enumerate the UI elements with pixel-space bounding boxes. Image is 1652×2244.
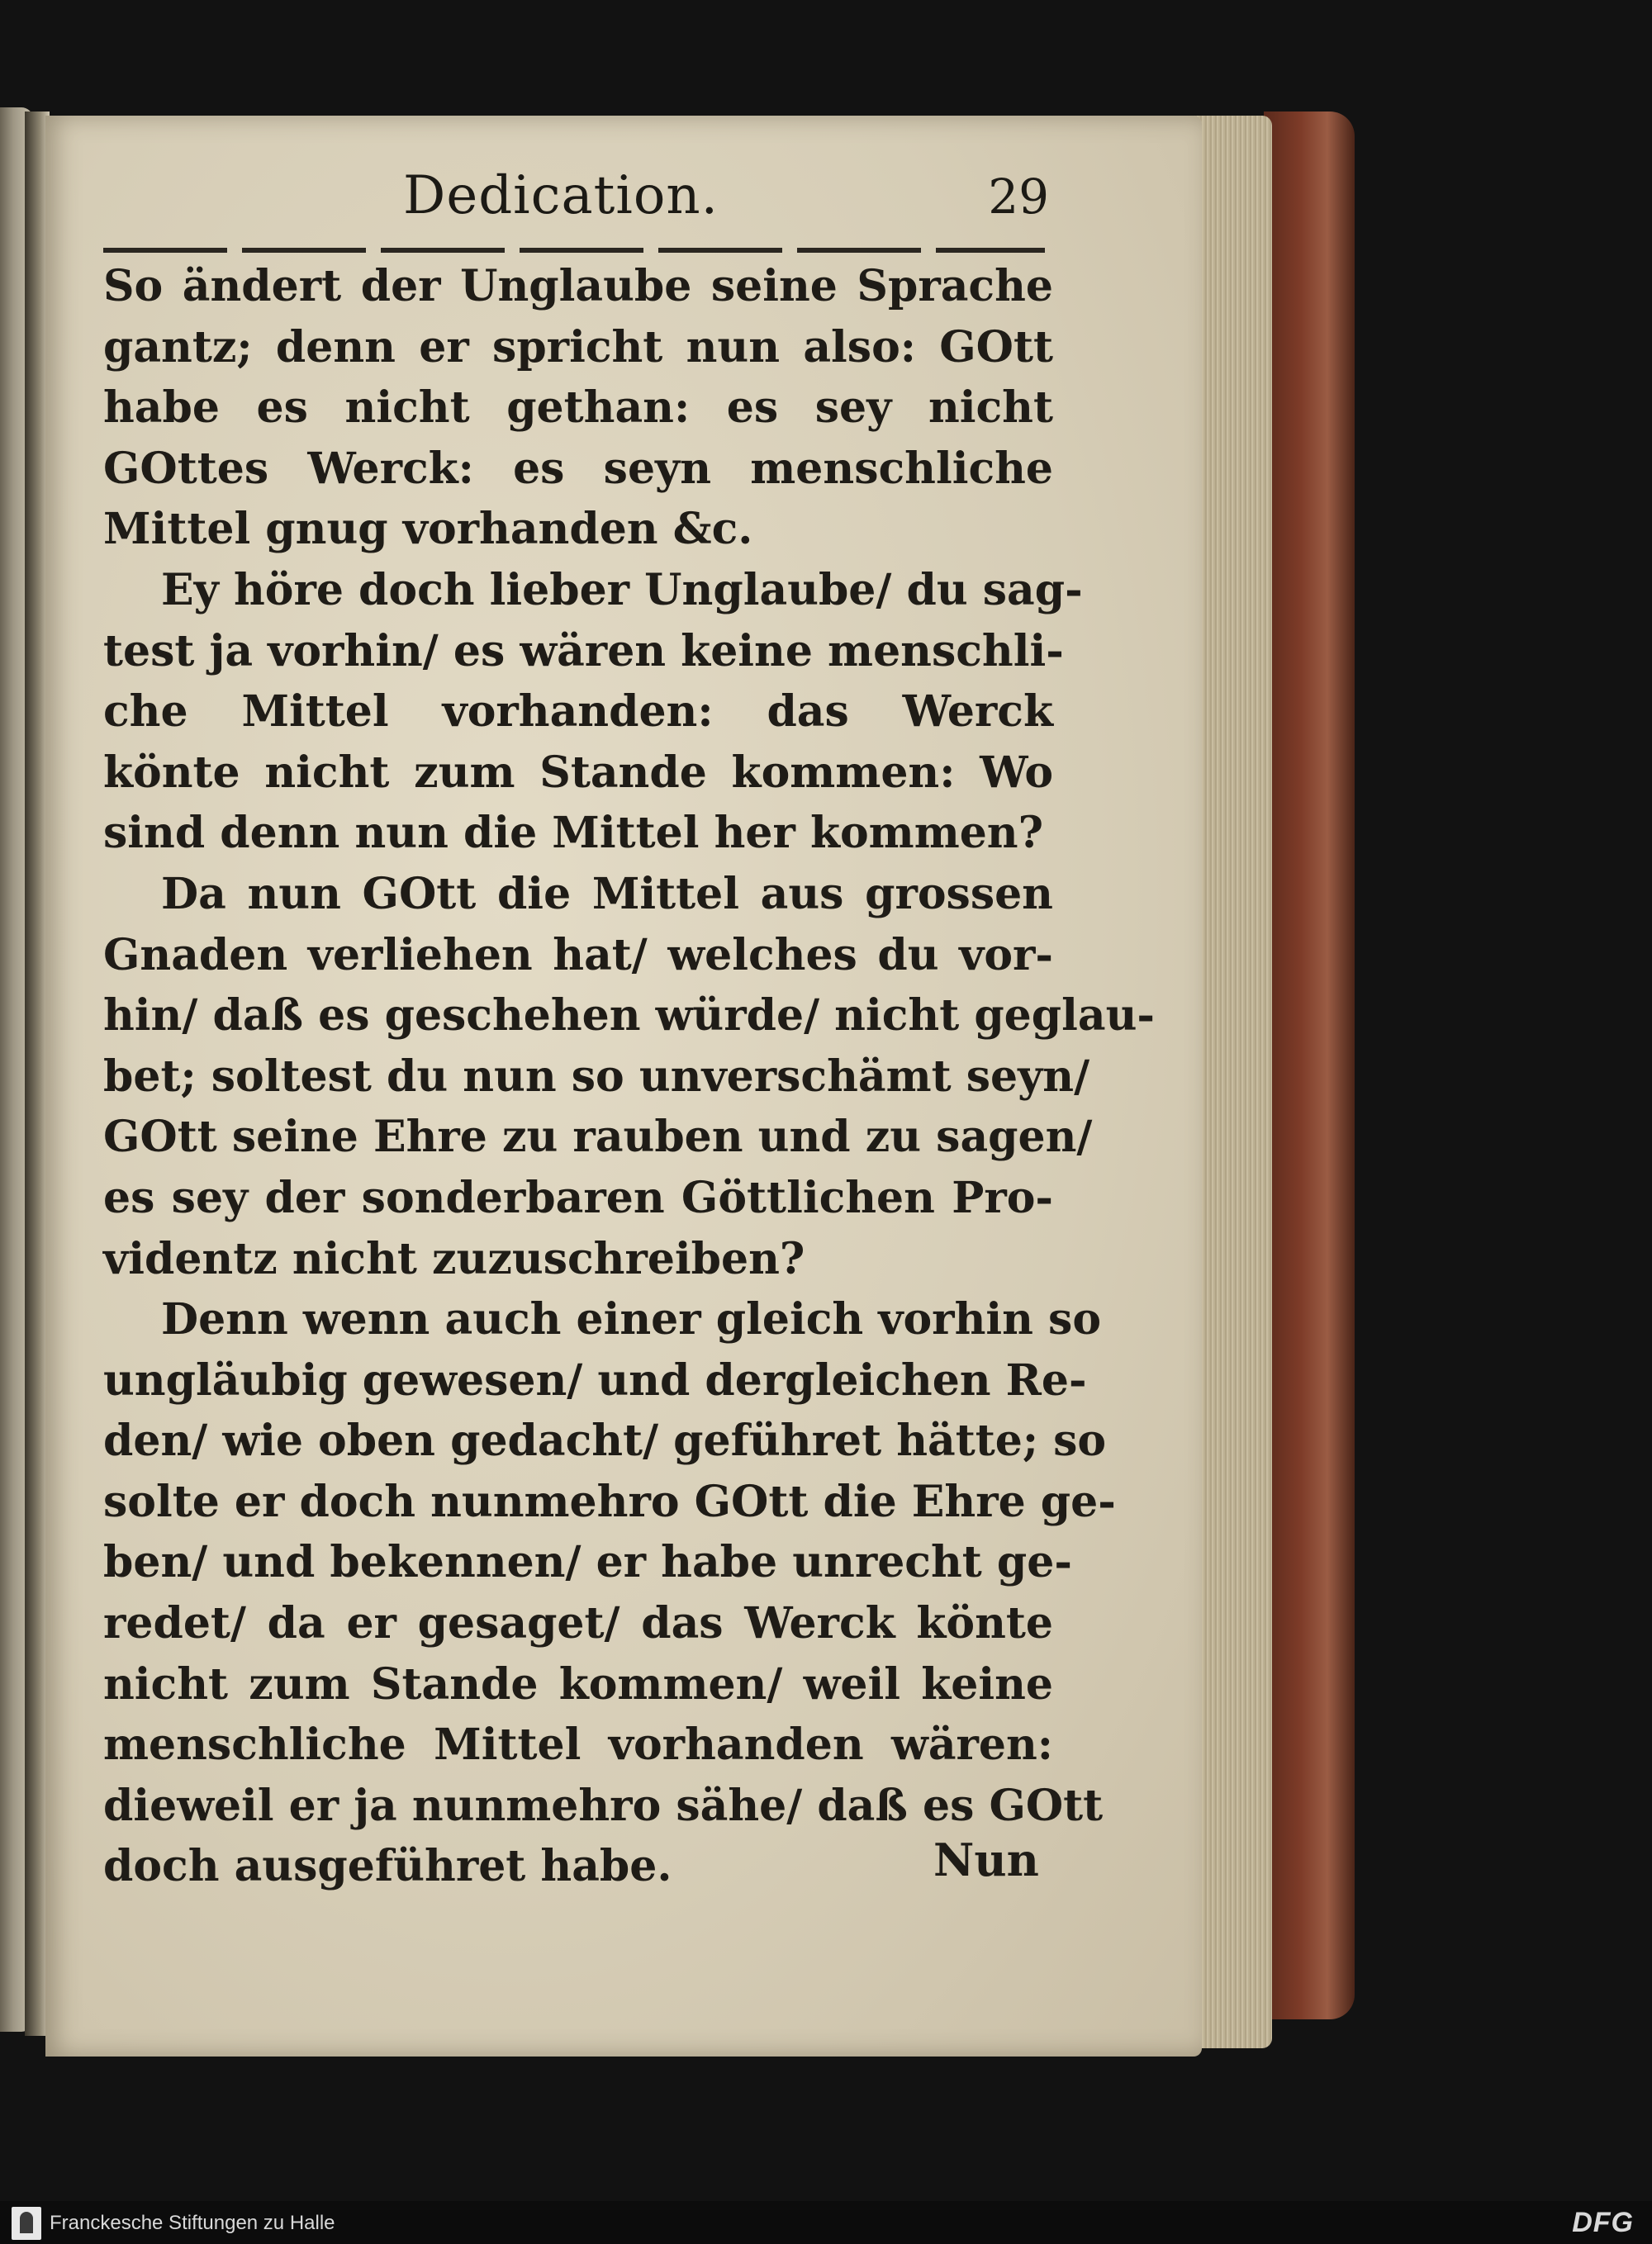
text-line: gantz; denn er spricht nun also: GOtt xyxy=(103,321,1053,372)
dfg-logo: DFG xyxy=(1572,2207,1634,2238)
text-line: Da nun GOtt die Mittel aus grossen xyxy=(161,868,1053,919)
text-line: So ändert der Unglaube seine Sprache xyxy=(103,261,1053,311)
text-line: Gnaden verliehen hat/ welches du vor- xyxy=(103,929,1053,980)
page-number: 29 xyxy=(988,168,1049,225)
text-line: che Mittel vorhanden: das Werck xyxy=(103,686,1053,738)
catchword: Nun xyxy=(933,1834,1039,1886)
text-line: GOttes Werck: es seyn menschliche xyxy=(103,443,1053,494)
book-cover-edge xyxy=(1264,111,1355,2019)
institution-logo-icon xyxy=(12,2207,41,2240)
text-line: Denn wenn auch einer gleich vorhin so xyxy=(161,1294,1102,1345)
header-rule xyxy=(103,248,1045,253)
text-line: test ja vorhin/ es wären keine menschli- xyxy=(103,625,1064,676)
text-line: Mittel gnug vorhanden &c. xyxy=(103,504,753,555)
text-line: nicht zum Stande kommen/ weil keine xyxy=(103,1658,1053,1710)
text-line: habe es nicht gethan: es sey nicht xyxy=(103,382,1053,434)
institution-name: Franckesche Stiftungen zu Halle xyxy=(50,2212,335,2234)
text-line: hin/ daß es geschehen würde/ nicht geglau- xyxy=(103,990,1155,1041)
text-line: sind denn nun die Mittel her kommen? xyxy=(103,808,1044,859)
running-head xyxy=(99,165,1049,240)
text-line: ben/ und bekennen/ er habe unrecht ge- xyxy=(103,1537,1072,1588)
text-line: bet; soltest du nun so unverschämt seyn/ xyxy=(103,1051,1090,1102)
text-line: GOtt seine Ehre zu rauben und zu sagen/ xyxy=(103,1112,1093,1163)
text-line: ungläubig gewesen/ und dergleichen Re- xyxy=(103,1354,1087,1406)
text-line: es sey der sonderbaren Göttlichen Pro- xyxy=(103,1172,1053,1223)
text-line: redet/ da er gesaget/ das Werck könte xyxy=(103,1598,1053,1649)
text-line: solte er doch nunmehro GOtt die Ehre ge- xyxy=(103,1476,1116,1527)
text-line: videntz nicht zuzuschreiben? xyxy=(103,1233,805,1284)
text-line: könte nicht zum Stande kommen: Wo xyxy=(103,747,1053,798)
running-title: Dedication. xyxy=(403,165,719,226)
text-line: den/ wie oben gedacht/ geführet hätte; so xyxy=(103,1416,1107,1467)
body-text xyxy=(103,256,1155,1897)
page-fore-edge xyxy=(1189,116,1272,2048)
text-line: doch ausgeführet habe. xyxy=(103,1841,672,1892)
text-line: dieweil er ja nunmehro sähe/ daß es GOtt xyxy=(103,1780,1104,1831)
text-line: Ey höre doch lieber Unglaube/ du sag- xyxy=(161,564,1083,615)
text-line: menschliche Mittel vorhanden wären: xyxy=(103,1720,1053,1771)
